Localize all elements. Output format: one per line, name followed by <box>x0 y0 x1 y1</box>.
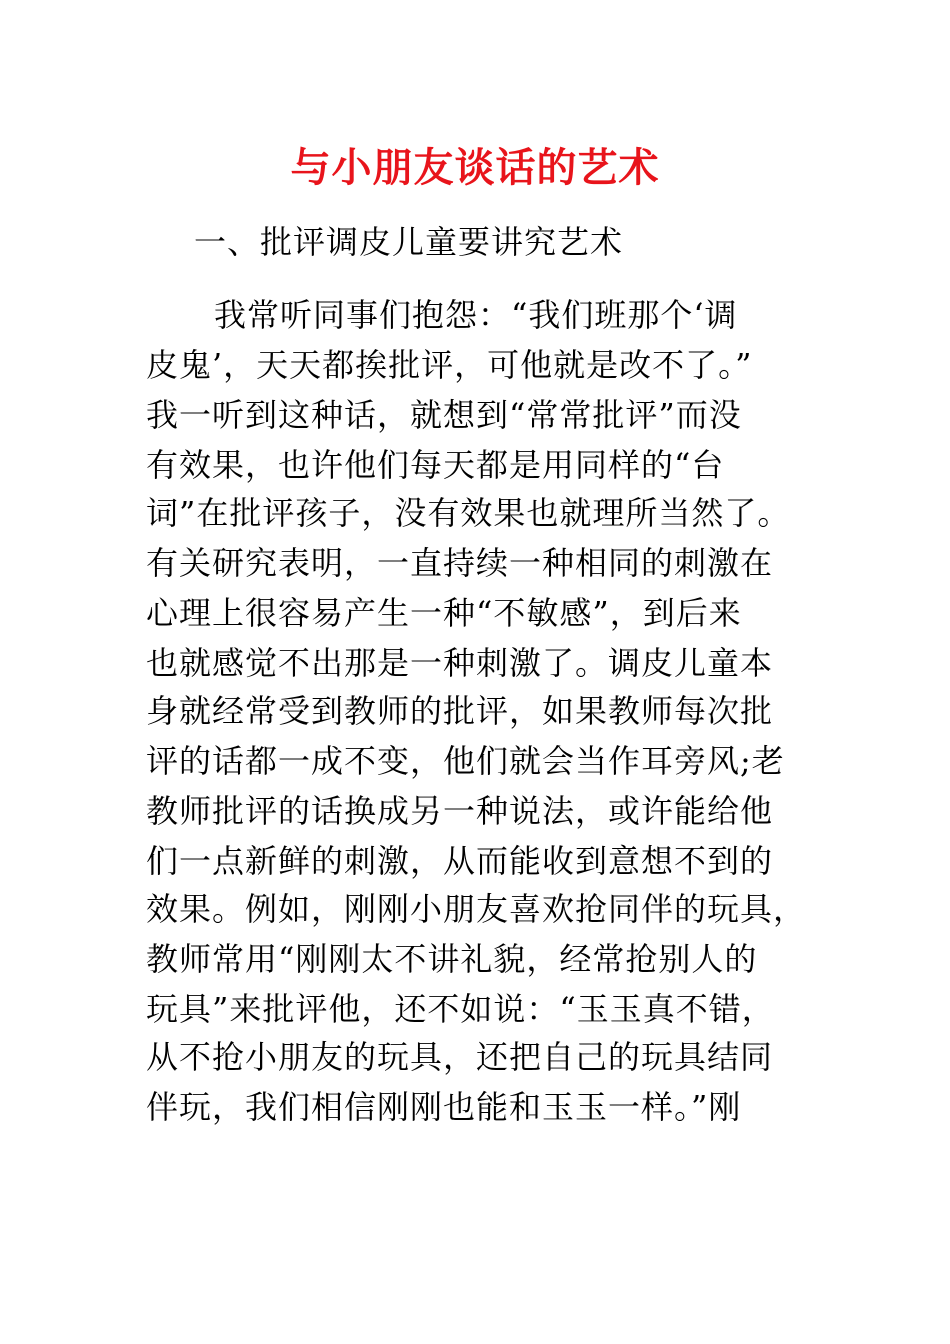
paragraph-line: 伴玩，我们相信刚刚也能和玉玉一样。”刚 <box>146 1088 742 1126</box>
paragraph-line: 教师常用“刚刚太不讲礼貌，经常抢别人的 <box>146 940 758 978</box>
paragraph-line: 词”在批评孩子，没有效果也就理所当然了。 <box>146 494 791 532</box>
section-heading: 一、批评调皮儿童要讲究艺术 <box>194 223 624 261</box>
paragraph-line: 从不抢小朋友的玩具，还把自己的玩具结同 <box>146 1038 774 1076</box>
paragraph-line: 也就感觉不出那是一种刺激了。调皮儿童本 <box>146 644 774 682</box>
paragraph-line: 评的话都一成不变，他们就会当作耳旁风;老 <box>146 742 785 780</box>
document-title: 与小朋友谈话的艺术 <box>290 144 660 191</box>
paragraph-line: 有关研究表明，一直持续一种相同的刺激在 <box>146 544 774 582</box>
paragraph-line: 有效果，也许他们每天都是用同样的“台 <box>146 446 725 484</box>
paragraph-line: 教师批评的话换成另一种说法，或许能给他 <box>146 792 774 830</box>
paragraph-line: 玩具”来批评他，还不如说：“玉玉真不错， <box>146 990 775 1028</box>
paragraph-line: 皮鬼’，天天都挨批评，可他就是改不了。” <box>146 346 753 384</box>
paragraph-line: 身就经常受到教师的批评，如果教师每次批 <box>146 692 774 730</box>
paragraph-line: 们一点新鲜的刺激，从而能收到意想不到的 <box>146 842 774 880</box>
paragraph-line: 心理上很容易产生一种“不敏感”，到后来 <box>146 594 742 632</box>
paragraph-line: 我常听同事们抱怨：“我们班那个‘调 <box>214 296 738 334</box>
paragraph-line: 我一听到这种话，就想到“常常批评”而没 <box>146 396 742 434</box>
paragraph-line: 效果。例如，刚刚小朋友喜欢抢同伴的玩具， <box>146 890 807 928</box>
